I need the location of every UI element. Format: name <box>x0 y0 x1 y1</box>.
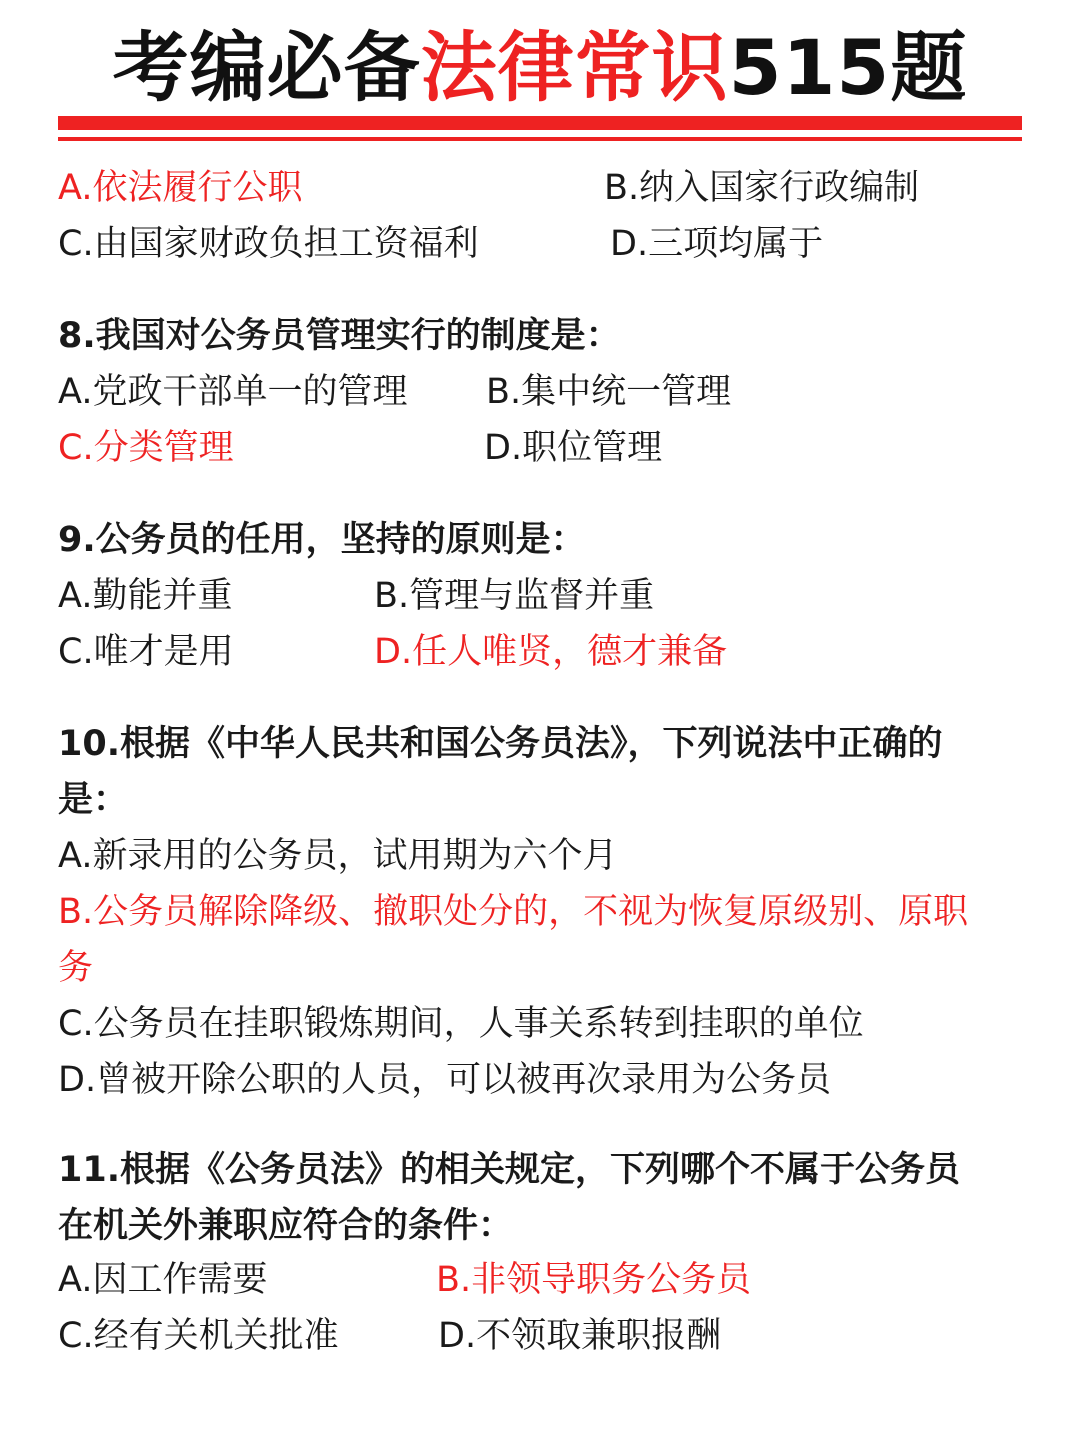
q10-option-b-line1: B.公务员解除降级、撤职处分的，不视为恢复原级别、原职 <box>58 892 969 932</box>
q10-option-d: D.曾被开除公职的人员，可以被再次录用为公务员 <box>58 1060 832 1100</box>
q11-option-c: C.经有关机关批准 <box>58 1316 339 1356</box>
title-rule-thick <box>58 116 1022 130</box>
q9-option-c: C.唯才是用 <box>58 632 234 672</box>
q8-option-b: B.集中统一管理 <box>486 372 732 412</box>
q10-question-line2: 是： <box>58 780 129 820</box>
title-black: 考编必备 <box>112 23 421 112</box>
q9-question: 9.公务员的任用，坚持的原则是： <box>58 520 586 560</box>
q8-option-c: C.分类管理 <box>58 428 234 468</box>
q10-option-a: A.新录用的公务员，试用期为六个月 <box>58 836 618 876</box>
q7-option-d: D.三项均属于 <box>610 224 824 264</box>
q8-question: 8.我国对公务员管理实行的制度是： <box>58 316 621 356</box>
page-title <box>0 18 1080 118</box>
q8-option-d: D.职位管理 <box>484 428 663 468</box>
q7-option-a: A.依法履行公职 <box>58 168 303 208</box>
title-rule-thin <box>58 137 1022 141</box>
q11-question-line2: 在机关外兼职应符合的条件： <box>58 1206 514 1246</box>
q9-option-a: A.勤能并重 <box>58 576 233 616</box>
q11-question-line1: 11.根据《公务员法》的相关规定，下列哪个不属于公务员 <box>58 1150 961 1190</box>
title-red: 法律常识 <box>420 23 729 112</box>
q9-option-b: B.管理与监督并重 <box>374 576 655 616</box>
q10-option-b-line2: 务 <box>58 948 94 988</box>
q11-option-b: B.非领导职务公务员 <box>436 1260 752 1300</box>
q7-option-b: B.纳入国家行政编制 <box>604 168 920 208</box>
q11-option-d: D.不领取兼职报酬 <box>438 1316 722 1356</box>
q11-option-a: A.因工作需要 <box>58 1260 268 1300</box>
title-suffix: 515题 <box>728 23 968 112</box>
q9-option-d: D.任人唯贤，德才兼备 <box>374 632 728 672</box>
q8-option-a: A.党政干部单一的管理 <box>58 372 408 412</box>
q10-option-c: C.公务员在挂职锻炼期间，人事关系转到挂职的单位 <box>58 1004 864 1044</box>
q7-option-c: C.由国家财政负担工资福利 <box>58 224 479 264</box>
q10-question-line1: 10.根据《中华人民共和国公务员法》，下列说法中正确的 <box>58 724 943 764</box>
